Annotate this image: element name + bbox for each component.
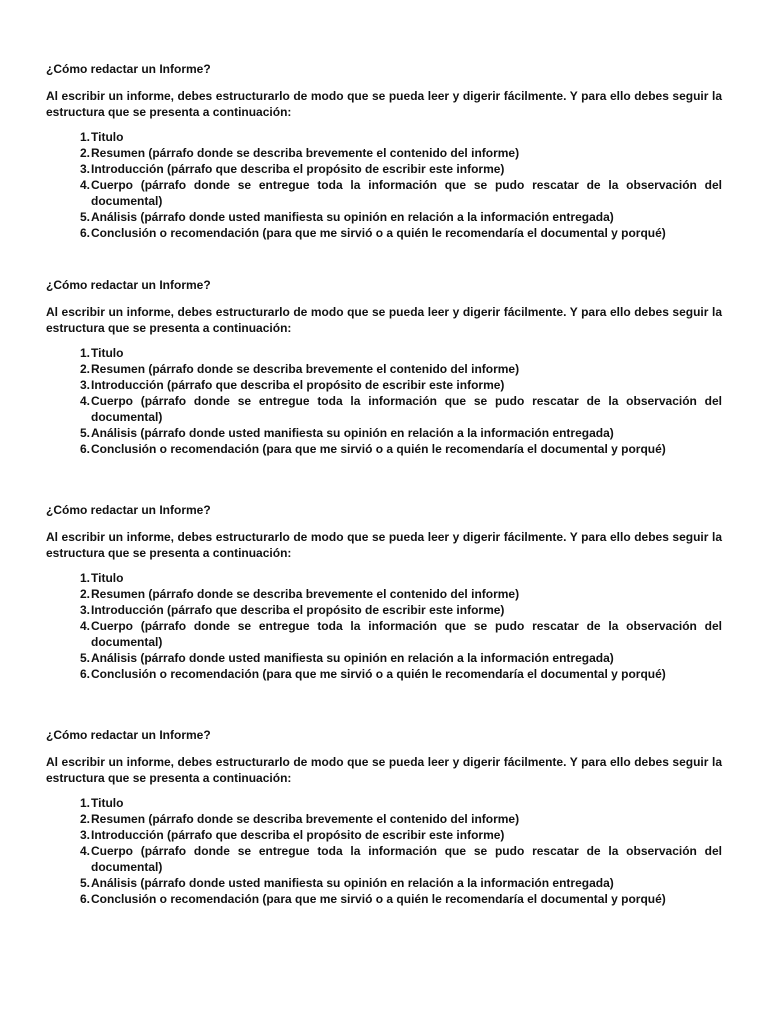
list-text: Resumen (párrafo donde se describa brevemente el contenido del informe)	[91, 362, 520, 376]
list-text: Titulo	[91, 796, 124, 810]
list-item	[46, 361, 722, 377]
report-section-3	[46, 502, 722, 682]
list-number: 1.	[79, 796, 90, 810]
list-number: 1.	[79, 130, 90, 144]
list-number: 5.	[79, 210, 90, 224]
report-section-4	[46, 727, 722, 907]
section-heading: ¿Cómo redactar un Informe?	[46, 278, 211, 292]
list-item	[46, 377, 722, 393]
list-text: Introducción (párrafo que describa el propósito de escribir este informe)	[91, 162, 505, 176]
section-intro: Al escribir un informe, debes estructurarlo de modo que se pueda leer y digerir fácilmente. Y para ello debes seguir la estructura que se presenta a continuación:	[46, 305, 722, 335]
list-text: Cuerpo (párrafo donde se entregue toda la información que se pudo rescatar de la observación del documental)	[91, 619, 722, 649]
list-number: 4.	[79, 394, 90, 408]
list-item	[46, 145, 722, 161]
list-number: 4.	[79, 178, 90, 192]
section-intro: Al escribir un informe, debes estructurarlo de modo que se pueda leer y digerir fácilmente. Y para ello debes seguir la estructura que se presenta a continuación:	[46, 530, 722, 560]
list-item	[46, 225, 722, 241]
report-section-2	[46, 277, 722, 457]
list-number: 6.	[79, 892, 90, 906]
list-number: 2.	[79, 362, 90, 376]
list-number: 6.	[79, 442, 90, 456]
steps-list	[46, 570, 722, 682]
list-item	[46, 177, 722, 209]
list-item	[46, 209, 722, 225]
report-section-1	[46, 61, 722, 241]
list-item	[46, 827, 722, 843]
list-text: Conclusión o recomendación (para que me sirvió o a quién le recomendaría el documental y porqué)	[91, 442, 666, 456]
list-number: 2.	[79, 587, 90, 601]
list-text: Análisis (párrafo donde usted manifiesta su opinión en relación a la información entregada)	[91, 426, 614, 440]
list-item	[46, 650, 722, 666]
list-text: Titulo	[91, 571, 124, 585]
list-item	[46, 891, 722, 907]
list-item	[46, 570, 722, 586]
list-item	[46, 441, 722, 457]
list-text: Titulo	[91, 346, 124, 360]
list-item	[46, 875, 722, 891]
steps-list	[46, 795, 722, 907]
list-number: 4.	[79, 844, 90, 858]
list-number: 5.	[79, 651, 90, 665]
list-text: Introducción (párrafo que describa el propósito de escribir este informe)	[91, 828, 505, 842]
list-number: 1.	[79, 571, 90, 585]
list-number: 3.	[79, 603, 90, 617]
list-number: 2.	[79, 146, 90, 160]
list-item	[46, 393, 722, 425]
section-heading: ¿Cómo redactar un Informe?	[46, 503, 211, 517]
section-intro: Al escribir un informe, debes estructurarlo de modo que se pueda leer y digerir fácilmente. Y para ello debes seguir la estructura que se presenta a continuación:	[46, 89, 722, 119]
list-text: Cuerpo (párrafo donde se entregue toda la información que se pudo rescatar de la observación del documental)	[91, 844, 722, 874]
list-item	[46, 129, 722, 145]
list-text: Análisis (párrafo donde usted manifiesta su opinión en relación a la información entregada)	[91, 651, 614, 665]
list-number: 6.	[79, 226, 90, 240]
list-number: 5.	[79, 876, 90, 890]
list-text: Análisis (párrafo donde usted manifiesta su opinión en relación a la información entregada)	[91, 876, 614, 890]
list-item	[46, 666, 722, 682]
list-item	[46, 602, 722, 618]
list-text: Introducción (párrafo que describa el propósito de escribir este informe)	[91, 378, 505, 392]
list-text: Resumen (párrafo donde se describa brevemente el contenido del informe)	[91, 812, 520, 826]
list-number: 5.	[79, 426, 90, 440]
steps-list	[46, 129, 722, 241]
list-number: 3.	[79, 828, 90, 842]
section-heading: ¿Cómo redactar un Informe?	[46, 728, 211, 742]
list-text: Cuerpo (párrafo donde se entregue toda la información que se pudo rescatar de la observación del documental)	[91, 394, 722, 424]
list-text: Conclusión o recomendación (para que me sirvió o a quién le recomendaría el documental y porqué)	[91, 667, 666, 681]
list-text: Conclusión o recomendación (para que me sirvió o a quién le recomendaría el documental y porqué)	[91, 892, 666, 906]
list-number: 4.	[79, 619, 90, 633]
list-text: Cuerpo (párrafo donde se entregue toda la información que se pudo rescatar de la observación del documental)	[91, 178, 722, 208]
list-number: 1.	[79, 346, 90, 360]
list-text: Titulo	[91, 130, 124, 144]
list-item	[46, 425, 722, 441]
list-item	[46, 795, 722, 811]
list-item	[46, 618, 722, 650]
list-item	[46, 811, 722, 827]
section-heading: ¿Cómo redactar un Informe?	[46, 62, 211, 76]
list-text: Resumen (párrafo donde se describa brevemente el contenido del informe)	[91, 146, 520, 160]
list-number: 2.	[79, 812, 90, 826]
list-item	[46, 345, 722, 361]
list-text: Conclusión o recomendación (para que me sirvió o a quién le recomendaría el documental y porqué)	[91, 226, 666, 240]
steps-list	[46, 345, 722, 457]
list-number: 3.	[79, 162, 90, 176]
list-item	[46, 586, 722, 602]
list-text: Análisis (párrafo donde usted manifiesta su opinión en relación a la información entregada)	[91, 210, 614, 224]
list-number: 3.	[79, 378, 90, 392]
list-item	[46, 843, 722, 875]
section-intro: Al escribir un informe, debes estructurarlo de modo que se pueda leer y digerir fácilmente. Y para ello debes seguir la estructura que se presenta a continuación:	[46, 755, 722, 785]
list-number: 6.	[79, 667, 90, 681]
list-item	[46, 161, 722, 177]
list-text: Introducción (párrafo que describa el propósito de escribir este informe)	[91, 603, 505, 617]
list-text: Resumen (párrafo donde se describa brevemente el contenido del informe)	[91, 587, 520, 601]
